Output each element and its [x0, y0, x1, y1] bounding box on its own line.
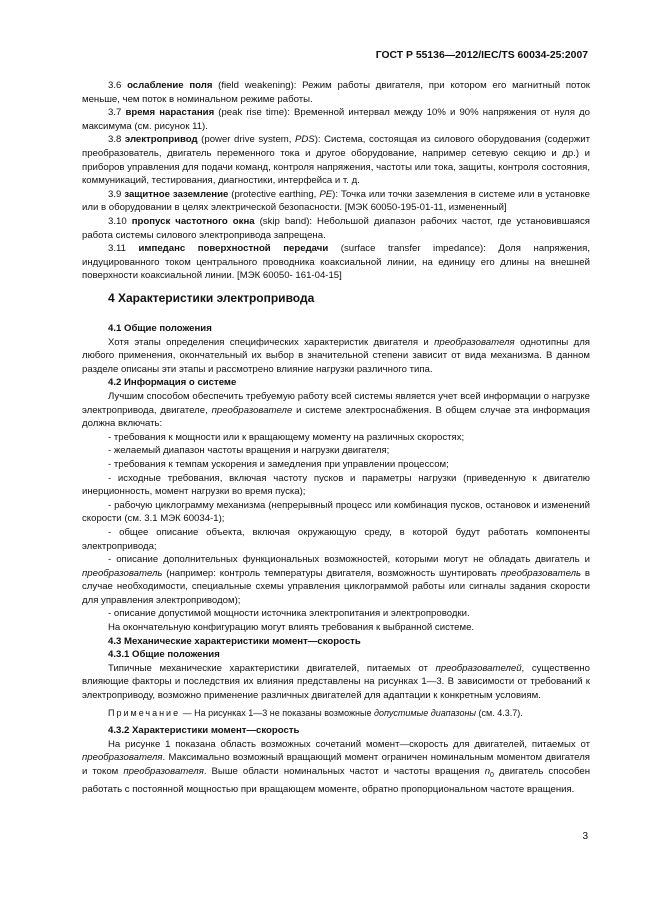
text-run: двигатель способен работать с постоянной мощностью при вращающем моменте, обратно пропорциональном частоте вращения. — [82, 766, 590, 795]
subsection-heading-4-3-1: 4.3.1 Общие положения — [108, 649, 220, 661]
text-run: . Выше области номинальных частот и частоты вращения — [203, 766, 485, 777]
subsection-heading-4-3: 4.3 Механические характеристики момент—скорость — [108, 635, 361, 647]
list-item: - требования к темпам ускорения и замедления при управлении процессом; — [108, 458, 449, 470]
definition-3-8 — [82, 133, 590, 187]
definitions-block — [82, 79, 590, 283]
definition-text: (field weakening): Режим работы двигателя, при котором его магнитный поток меньше, чем поток в номинальном режиме работы. — [82, 80, 590, 105]
paragraph-4-3-2 — [82, 738, 590, 796]
italic-term: преобразователя — [123, 766, 204, 777]
text-run: Лучшим способом обеспечить требуемую работу всей системы является учет всей информации о нагрузке электропривода, двигателе, — [82, 390, 590, 416]
list-item: - исходные требования, включая частоту пусков и параметры нагрузки (приведенную к двигателю инерционность, момент нагрузки во время пуска); — [82, 472, 590, 498]
text-run: (например: контроль температуры двигателя, возможность шунтировать — [162, 567, 501, 579]
text-run: , существенно влияющие факторы и последствия их влияния представлены на рисунках 1—3. В зависимости от требований к электроприводу, возможно применение различных двигателей для адаптации к конкретным условиям. — [82, 662, 590, 702]
text-run: (см. 4.3.7). — [476, 707, 523, 718]
list-item: - общее описание объекта, включая окружающую среду, в которой будут работать компоненты электропривода; — [82, 526, 590, 552]
definition-3-9 — [82, 188, 590, 215]
definition-text: (skip band): Небольшой диапазон рабочих частот, где установившаяся работа системы силового электропривода запрещена. — [82, 215, 590, 241]
definition-text: (power drive system, — [197, 134, 295, 146]
italic-term: допустимые диапазоны — [374, 707, 477, 718]
italic-term: преобразователь — [82, 567, 163, 579]
definition-text: ): Система, состоящая из силового оборудования (содержит преобразователь, двигатель переменного тока и другое оборудование, например сетевую секцию и др.) и приборов управления для подачи команд, контроля напряжения, частоты или тока, защиты, контроля состояния, коммуникаций, тестирования, диагностики, интерфейса и т. д. — [82, 134, 590, 187]
definition-3-6 — [82, 79, 590, 106]
definition-number: 3.10 — [108, 215, 127, 227]
note — [82, 707, 590, 721]
definition-3-11 — [82, 242, 590, 283]
definition-number: 3.6 — [108, 80, 122, 91]
section-4-heading-wrap — [82, 292, 590, 306]
subsection-heading-4-1: 4.1 Общие положения — [108, 323, 212, 334]
list-item: - рабочую циклограмму механизма (непрерывный процесс или комбинация пусков, остановок и изменений скорости (см. 3.1 МЭК 60034-1); — [82, 499, 590, 525]
text-run: На рисунке 1 показана область возможных сочетаний момент—скорость для двигателей, питаемых от — [108, 738, 590, 750]
definition-term: защитное заземление — [124, 188, 229, 200]
list-item: - описание допустимой мощности источника электропитания и электропроводки. — [108, 608, 470, 620]
note-label: Примечание — [108, 707, 181, 718]
symbol-subscript: 0 — [490, 771, 494, 779]
subsection-heading-4-3-2: 4.3.2 Характеристики момент—скорость — [108, 725, 300, 737]
list-item — [82, 553, 590, 607]
definition-number: 3.7 — [108, 107, 122, 119]
italic-term: преобразователей — [435, 662, 522, 674]
definition-3-7 — [82, 106, 590, 133]
list-item: - желаемый диапазон частоты вращения и нагрузки двигателя; — [108, 445, 390, 457]
definition-term: импеданс поверхностной передачи — [138, 243, 329, 255]
definition-term: пропуск частотного окна — [131, 215, 255, 227]
definition-term: время нарастания — [125, 107, 215, 119]
italic-term: преобразователя — [434, 336, 515, 348]
text-run: Хотя этапы определения специфических характеристик двигателя и — [108, 336, 435, 348]
definition-abbrev: PDS — [294, 134, 315, 146]
italic-term: преобразователь — [500, 567, 582, 579]
definition-number: 3.8 — [108, 134, 122, 146]
definition-text: ): Точка или точки заземления в системе или в установке или в оборудовании в целях электрической безопасности. [МЭК 60050-195-01-11, измененный] — [82, 188, 590, 214]
paragraph-4-3-1 — [82, 662, 590, 703]
section-heading: 4 Характеристики электропривода — [108, 291, 315, 305]
text-run: — На рисунках 1—3 не показаны возможные — [180, 707, 374, 718]
text-run: и системе электроснабжения. В общем случае эта информация должна включать: — [82, 404, 590, 430]
definition-abbrev: PE — [319, 188, 333, 200]
definition-number: 3.11 — [108, 243, 126, 255]
text-run: однотипны для любого применения, окончательный их выбор в значительной степени зависит от вида механизма. В данном разделе описаны эти этапы и рассмотрено влияние нагрузки различного типа. — [82, 336, 590, 375]
definition-text: (peak rise time): Временной интервал между 10% и 90% напряжения от нуля до максимума (см. рисунок 11). — [82, 107, 590, 132]
definition-text: (surface transfer impedance): Доля напряжения, индуцированного током центрального проводника коаксиальной линии, на единицу его длины на внешней поверхности коаксиальной линии. [МЭК 60050- 161-04-15] — [82, 243, 590, 282]
paragraph-4-1 — [82, 336, 590, 377]
definition-term: электропривод — [124, 134, 198, 146]
text-run: . Максимально возможный вращающий момент ограничен номинальным моментом двигателя и током — [82, 752, 590, 777]
italic-term: преобразователя — [82, 752, 163, 764]
page-number: 3 — [582, 831, 588, 842]
text-run: в случае необходимости, специальные схемы управления циклограммой работы или сигналы задания скорости для управления электроприводом); — [82, 567, 590, 606]
definition-text: (protective earthing, — [228, 188, 320, 200]
section-4-body — [82, 322, 590, 796]
text-run: Типичные механические характеристики двигателей, питаемых от — [108, 662, 436, 674]
definition-term: ослабление поля — [127, 80, 213, 91]
paragraph-4-2-end: На окончательную конфигурацию могут влиять требования к выбранной системе. — [108, 622, 475, 634]
definition-number: 3.9 — [108, 188, 122, 200]
document-header: ГОСТ Р 55136—2012/IEC/TS 60034-25:2007 — [375, 50, 588, 61]
paragraph-4-2 — [82, 390, 590, 431]
text-run: - описание дополнительных функциональных возможностей, которыми могут не обладать двигатель и — [108, 554, 590, 566]
subsection-heading-4-2: 4.2 Информация о системе — [108, 377, 237, 389]
italic-term: преобразователе — [211, 404, 293, 416]
definition-3-10 — [82, 215, 590, 242]
list-item: - требования к мощности или к вращающему моменту на различных скоростях; — [108, 431, 465, 443]
symbol-n: n — [484, 766, 491, 777]
